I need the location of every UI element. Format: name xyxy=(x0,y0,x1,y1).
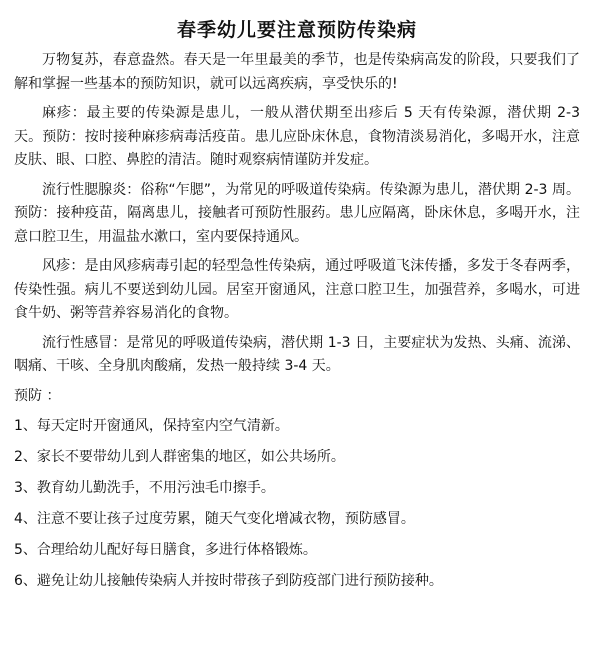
list-item: 3、教育幼儿勤洗手，不用污浊毛巾擦手。 xyxy=(14,480,275,497)
influenza-paragraph: 流行性感冒：是常见的呼吸道传染病，潜伏期 1-3 日，主要症状为发热、头痛、流涕、咽痛、干咳、全身肌肉酸痛，发热一般持续 3-4 天。 xyxy=(14,334,580,374)
rubella-paragraph: 风疹：是由风疹病毒引起的轻型急性传染病，通过呼吸道飞沫传播，多发于冬春两季，传染性强。病儿不要送到幼儿园。居室开窗通风，注意口腔卫生，加强营养，多喝水，可进食牛奶、粥等营养容易消化的食物。 xyxy=(14,258,580,321)
list-item: 4、注意不要让孩子过度劳累，随天气变化增减衣物，预防感冒。 xyxy=(14,511,415,528)
document-title: 春季幼儿要注意预防传染病 xyxy=(176,19,417,41)
list-item: 2、家长不要带幼儿到人群密集的地区，如公共场所。 xyxy=(14,449,345,466)
measles-paragraph: 麻疹：最主要的传染源是患儿，一般从潜伏期至出疹后 5 天有传染源，潜伏期 2-3 天。预防：按时接种麻疹病毒活疫苗。患儿应卧床休息，食物清淡易消化，多喝开水，注意皮肤、眼、口腔、鼻腔的清洁。随时观察病情谨防并发症。 xyxy=(14,105,580,168)
intro-paragraph: 万物复苏，春意盎然。春天是一年里最美的季节，也是传染病高发的阶段，只要我们了解和掌握一些基本的预防知识，就可以远离疾病，享受快乐的! xyxy=(14,52,580,92)
list-item: 1、每天定时开窗通风，保持室内空气清新。 xyxy=(14,418,289,434)
prevention-list xyxy=(14,415,580,594)
mumps-paragraph: 流行性腮腺炎：俗称“乍腮”，为常见的呼吸道传染病。传染源为患儿，潜伏期 2-3 周。预防：接种疫苗，隔离患儿，接触者可预防性服药。患儿应隔离，卧床休息，多喝开水，注意口腔卫生，用温盐水漱口，室内要保持通风。 xyxy=(14,181,580,245)
list-item: 5、合理给幼儿配好每日膳食，多进行体格锻炼。 xyxy=(14,542,317,559)
prevention-heading: 预防 ： xyxy=(14,387,61,404)
list-item: 6、避免让幼儿接触传染病人并按时带孩子到防疫部门进行预防接种。 xyxy=(14,573,443,590)
